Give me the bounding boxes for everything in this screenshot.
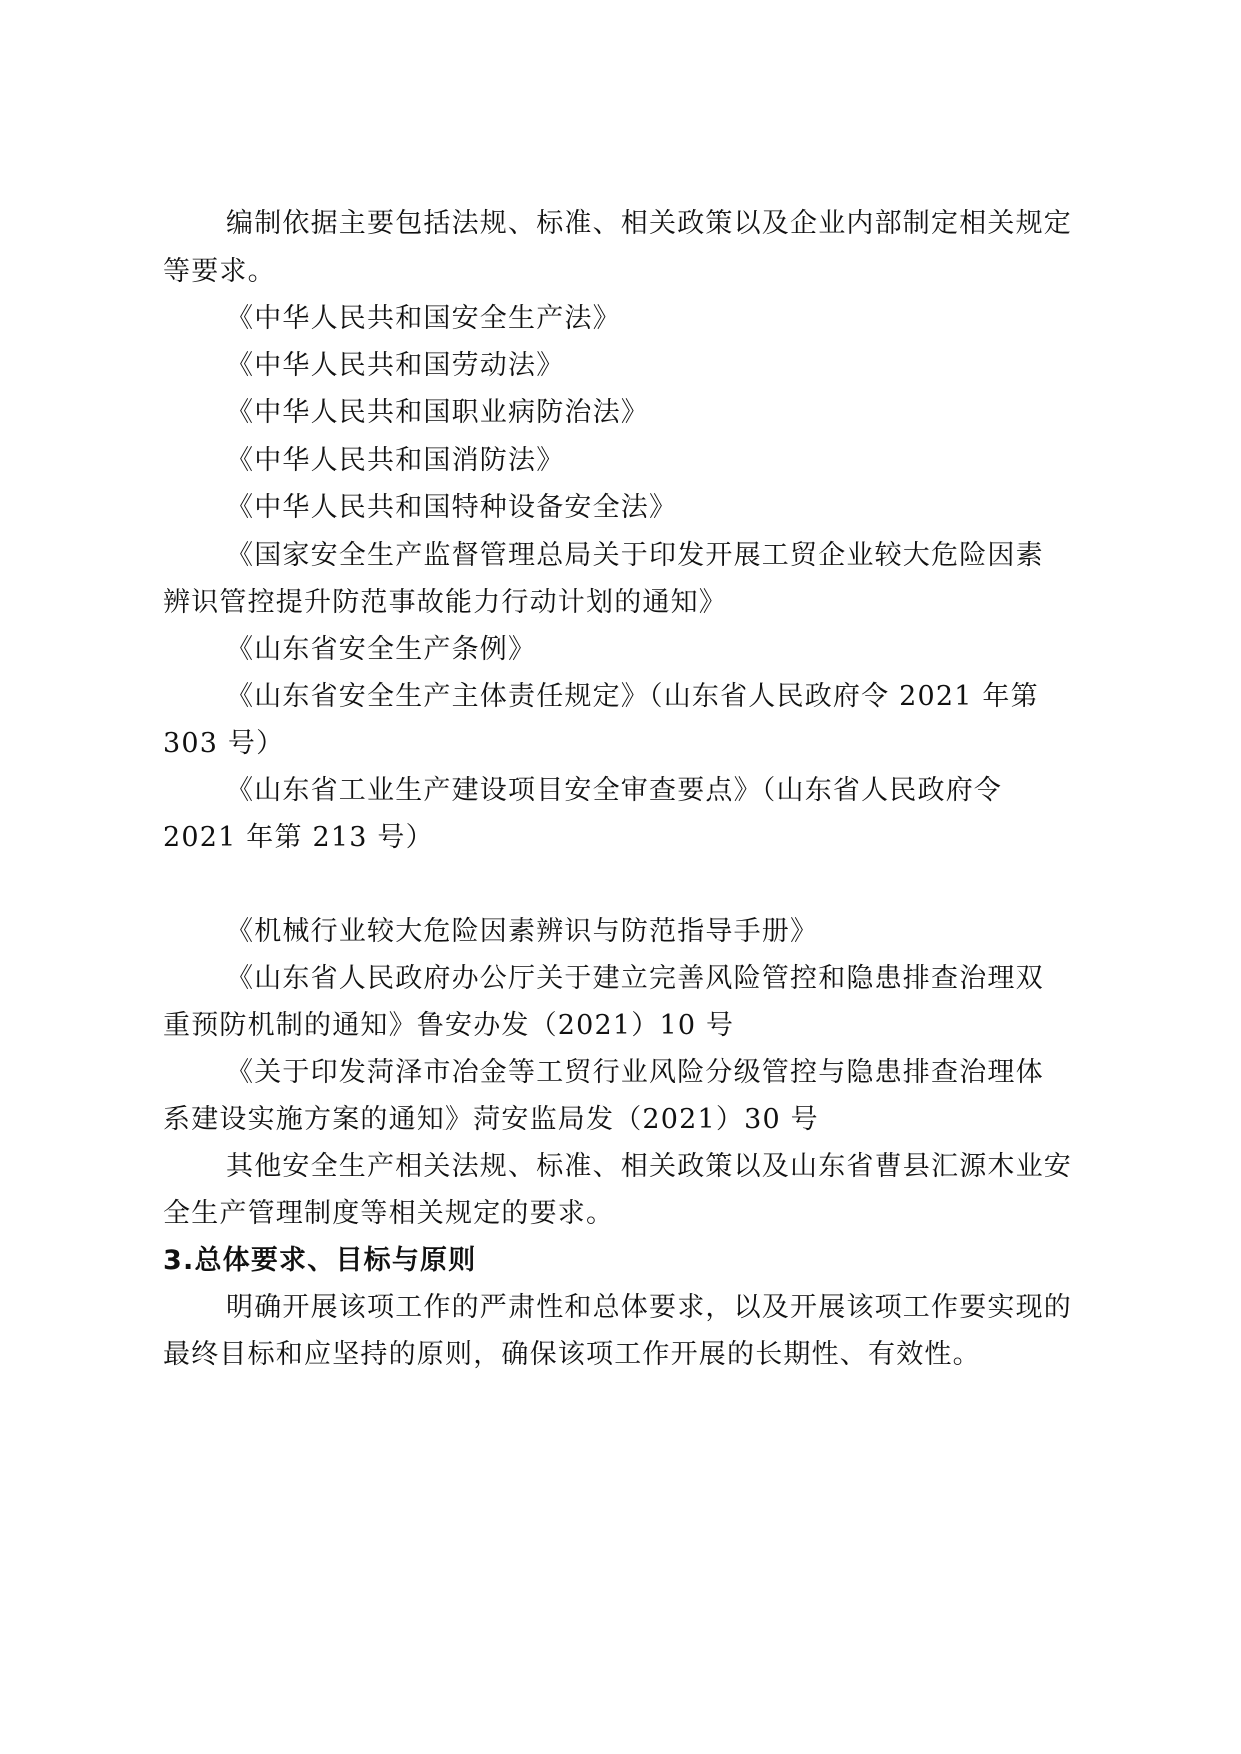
reference-item: 《中华人民共和国消防法》: [226, 445, 565, 476]
reference-item: 《中华人民共和国安全生产法》: [226, 303, 621, 334]
other-paragraph-line-1: 其他安全生产相关法规、标准、相关政策以及山东省曹县汇源木业安: [226, 1151, 1072, 1182]
reference-item: 《中华人民共和国劳动法》: [226, 350, 565, 381]
other-paragraph-line-2: 全生产管理制度等相关规定的要求。: [163, 1198, 615, 1229]
reference-item-line-2: 303 号）: [163, 728, 285, 759]
reference-item: 《机械行业较大危险因素辨识与防范指导手册》: [226, 916, 819, 947]
reference-item: 《中华人民共和国职业病防治法》: [226, 397, 649, 428]
intro-paragraph-line-1: 编制依据主要包括法规、标准、相关政策以及企业内部制定相关规定: [226, 208, 1072, 239]
section-paragraph-line-1: 明确开展该项工作的严肃性和总体要求，以及开展该项工作要实现的: [226, 1292, 1072, 1323]
reference-item-line-1: 《国家安全生产监督管理总局关于印发开展工贸企业较大危险因素: [226, 540, 1044, 571]
reference-item-line-2: 2021 年第 213 号）: [163, 822, 434, 853]
reference-item-line-1: 《山东省人民政府办公厅关于建立完善风险管控和隐患排查治理双: [226, 963, 1044, 994]
reference-item-line-1: 《山东省工业生产建设项目安全审查要点》（山东省人民政府令: [226, 775, 1003, 806]
reference-item-line-2: 重预防机制的通知》鲁安办发（2021）10 号: [163, 1010, 735, 1041]
section-heading: 3.总体要求、目标与原则: [163, 1245, 477, 1276]
reference-item-line-1: 《山东省安全生产主体责任规定》（山东省人民政府令 2021 年第: [226, 681, 1039, 712]
intro-paragraph-line-2: 等要求。: [163, 256, 276, 287]
reference-item-line-1: 《关于印发菏泽市冶金等工贸行业风险分级管控与隐患排查治理体: [226, 1057, 1044, 1088]
reference-item: 《中华人民共和国特种设备安全法》: [226, 492, 678, 523]
reference-item: 《山东省安全生产条例》: [226, 634, 537, 665]
reference-item-line-2: 辨识管控提升防范事故能力行动计划的通知》: [163, 587, 727, 618]
reference-item-line-2: 系建设实施方案的通知》菏安监局发（2021）30 号: [163, 1104, 819, 1135]
section-paragraph-line-2: 最终目标和应坚持的原则，确保该项工作开展的长期性、有效性。: [163, 1339, 981, 1370]
